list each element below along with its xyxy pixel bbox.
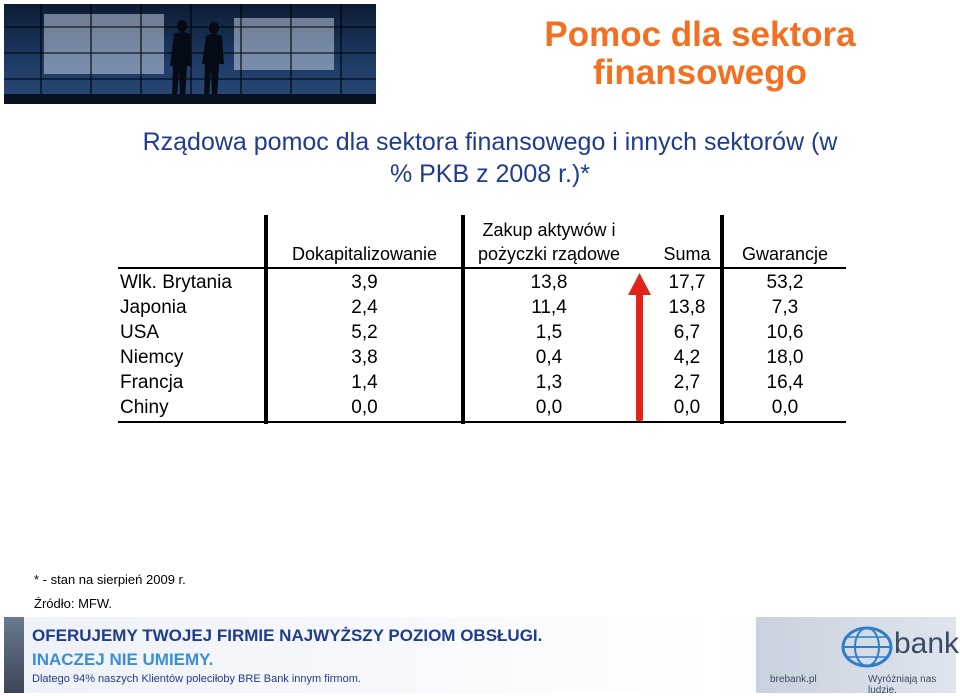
- banner-claim: Dlatego 94% naszych Klientów poleciłoby BRE Bank innym firmom.: [32, 673, 361, 685]
- footnote: * - stan na sierpień 2009 r.: [34, 572, 186, 587]
- arrow-up-icon: [620, 273, 660, 423]
- slide-title: Pomoc dla sektora finansowego: [544, 15, 856, 92]
- aid-table: [118, 213, 846, 424]
- banner-headline: OFERUJEMY TWOJEJ FIRMIE NAJWYŻSZY POZIOM OBSŁUGI.: [32, 626, 543, 645]
- cell-purchase: 1,5: [535, 322, 563, 343]
- cell-sum: 2,7: [673, 372, 701, 393]
- source-note: Źródło: MFW.: [34, 596, 113, 611]
- cell-sum: 4,2: [673, 347, 701, 368]
- cell-guarantees: 7,3: [771, 297, 799, 318]
- cell-guarantees: 10,6: [766, 322, 804, 343]
- cell-guarantees: 16,4: [766, 372, 804, 393]
- cell-purchase: 0,0: [535, 397, 563, 418]
- row-country: Niemcy: [120, 347, 184, 368]
- cell-guarantees: 53,2: [766, 272, 804, 293]
- row-country: Chiny: [120, 397, 169, 418]
- header-guarantees: Gwarancje: [741, 244, 829, 264]
- website-link[interactable]: brebank.pl: [770, 674, 817, 685]
- cell-guarantees: 18,0: [766, 347, 804, 368]
- row-country: Japonia: [120, 297, 187, 318]
- cell-recap: 5,2: [351, 322, 378, 343]
- banner-photo: [4, 617, 24, 693]
- row-country: USA: [120, 322, 160, 343]
- cell-sum: 0,0: [673, 397, 701, 418]
- header-purchase-line2: pożyczki rządowe: [477, 244, 621, 264]
- bottom-rule: [118, 421, 846, 423]
- row-country: Francja: [120, 372, 184, 393]
- header-purchase-line1: Zakup aktywów i: [482, 220, 616, 240]
- header-rule: [118, 267, 846, 269]
- header-sum: Suma: [663, 244, 711, 264]
- bank-logo-text: bank: [894, 627, 960, 660]
- row-country: Wlk. Brytania: [120, 272, 232, 293]
- header-recapitalization: Dokapitalizowanie: [291, 244, 438, 264]
- cell-recap: 1,4: [351, 372, 378, 393]
- cell-recap: 3,9: [351, 272, 378, 293]
- table-subtitle: Rządowa pomoc dla sektora finansowego i innych sektorów (w % PKB z 2008 r.)*: [142, 128, 838, 188]
- cell-purchase: 1,3: [535, 372, 563, 393]
- header-photo: [4, 4, 376, 104]
- cell-sum: 6,7: [673, 322, 701, 343]
- ad-banner[interactable]: [4, 617, 960, 696]
- cell-sum: 13,8: [668, 297, 706, 318]
- banner-subheadline: INACZEJ NIE UMIEMY.: [32, 650, 214, 669]
- cell-recap: 2,4: [351, 297, 378, 318]
- cell-recap: 3,8: [351, 347, 378, 368]
- cell-purchase: 11,4: [531, 297, 567, 318]
- people-silhouette-icon: [4, 4, 376, 104]
- cell-guarantees: 0,0: [771, 397, 799, 418]
- cell-purchase: 13,8: [530, 272, 568, 293]
- cell-purchase: 0,4: [535, 347, 563, 368]
- bre-bank-logo-block: [756, 617, 960, 696]
- cell-sum: 17,7: [668, 272, 706, 293]
- bank-tagline: Wyróżniają nas ludzie.: [868, 674, 937, 696]
- cell-recap: 0,0: [351, 397, 378, 418]
- bre-globe-icon: [840, 625, 894, 669]
